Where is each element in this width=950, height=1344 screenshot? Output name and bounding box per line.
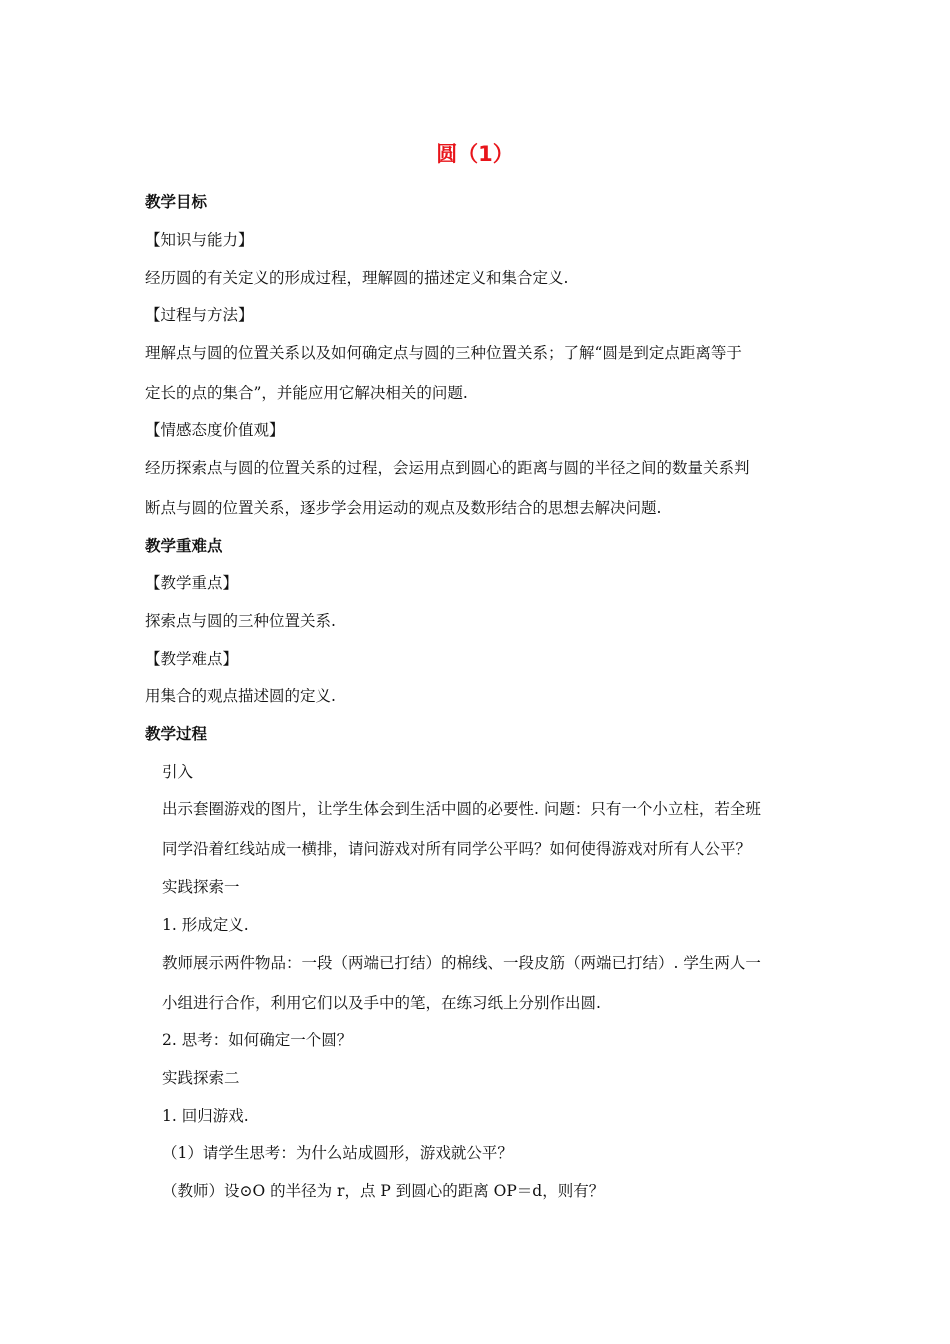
explore1-label: 实践探索一 <box>162 878 240 896</box>
intro-text-line2: 同学沿着红线站成一横排，请问游戏对所有同学公平吗？如何使得游戏对所有人公平？ <box>162 840 752 858</box>
explore1-text-line1: 教师展示两件物品：一段（两端已打结）的棉线、一段皮筋（两端已打结）. 学生两人一 <box>162 954 761 972</box>
subheading-key-point: 【教学重点】 <box>145 574 239 592</box>
emotion-text-line1: 经历探索点与圆的位置关系的过程，会运用点到圆心的距离与圆的半径之间的数量关系判 <box>145 459 750 477</box>
explore2-sub1: （1）请学生思考：为什么站成圆形，游戏就公平？ <box>162 1144 513 1162</box>
explore2-item1: 1. 回归游戏. <box>162 1107 249 1125</box>
difficulty-text: 用集合的观点描述圆的定义. <box>145 687 336 705</box>
process-text-line2: 定长的点的集合”，并能应用它解决相关的问题. <box>145 384 468 402</box>
heading-key-difficult: 教学重难点 <box>145 537 223 555</box>
emotion-text-line2: 断点与圆的位置关系，逐步学会用运动的观点及数形结合的思想去解决问题. <box>145 499 662 517</box>
subheading-process: 【过程与方法】 <box>145 306 254 324</box>
explore1-item2: 2. 思考：如何确定一个圆？ <box>162 1031 353 1049</box>
intro-text-line1: 出示套圈游戏的图片，让学生体会到生活中圆的必要性. 问题：只有一个小立柱，若全班 <box>162 800 761 818</box>
subheading-emotion: 【情感态度价值观】 <box>145 421 285 439</box>
explore1-text-line2: 小组进行合作，利用它们以及手中的笔，在练习纸上分别作出圆. <box>162 994 601 1012</box>
explore2-teacher-text: （教师）设⊙O 的半径为 r，点 P 到圆心的距离 OP＝d，则有？ <box>162 1182 605 1200</box>
process-text-line1: 理解点与圆的位置关系以及如何确定点与圆的三种位置关系；了解“圆是到定点距离等于 <box>145 344 742 362</box>
heading-objectives: 教学目标 <box>145 193 208 211</box>
key-point-text: 探索点与圆的三种位置关系. <box>145 612 336 630</box>
intro-label: 引入 <box>162 763 194 781</box>
knowledge-text: 经历圆的有关定义的形成过程，理解圆的描述定义和集合定义. <box>145 269 569 287</box>
heading-teaching-process: 教学过程 <box>145 725 208 743</box>
explore2-label: 实践探索二 <box>162 1069 240 1087</box>
page-title: 圆（1） <box>436 142 514 166</box>
subheading-difficulty: 【教学难点】 <box>145 650 239 668</box>
subheading-knowledge: 【知识与能力】 <box>145 231 254 249</box>
explore1-item1: 1. 形成定义. <box>162 916 249 934</box>
